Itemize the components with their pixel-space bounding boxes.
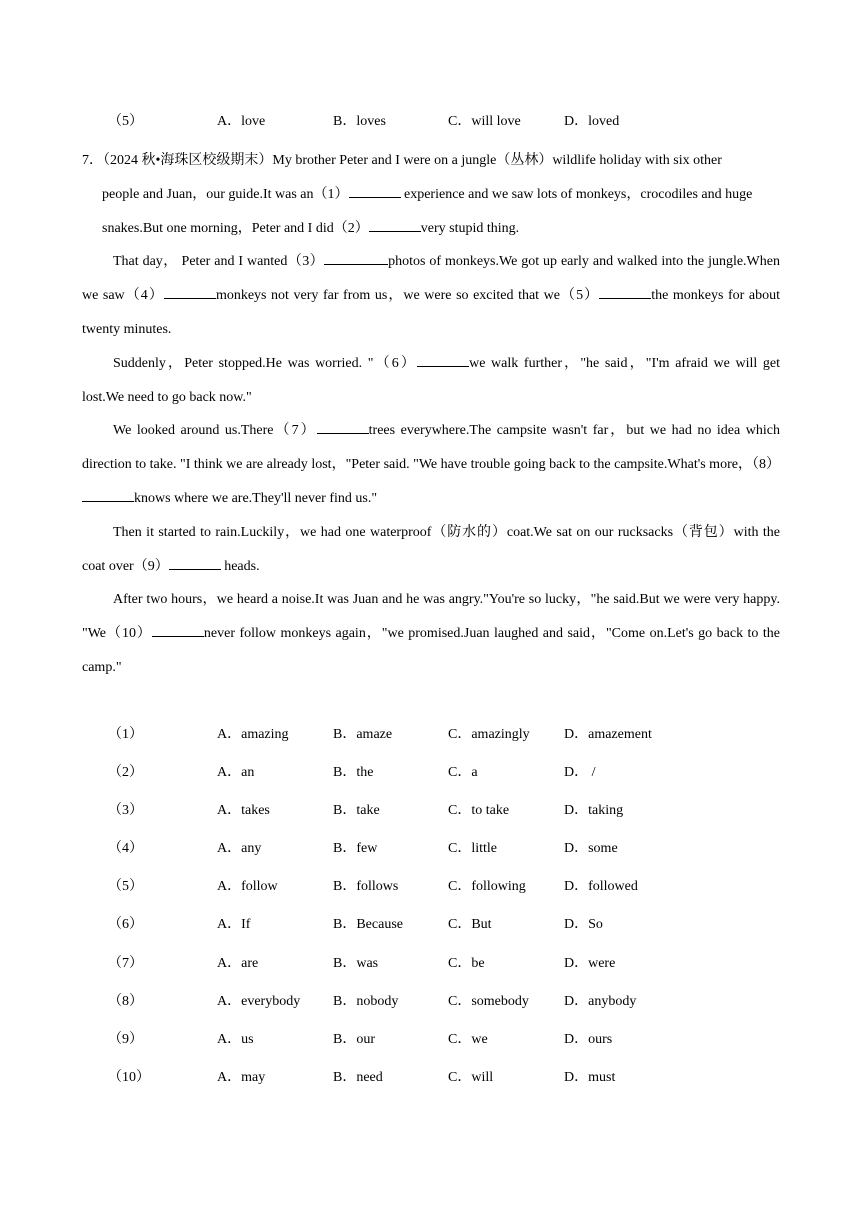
option-c: C．But bbox=[448, 917, 492, 932]
option-row bbox=[108, 1068, 808, 1088]
option-d: D．amazement bbox=[564, 727, 652, 742]
option-number: （9） bbox=[108, 1032, 143, 1047]
option-d: D．followed bbox=[564, 879, 638, 894]
question-passage bbox=[82, 144, 780, 685]
option-number: （5） bbox=[108, 879, 143, 894]
blank-1 bbox=[349, 183, 401, 198]
question-intro-continuation: people and Juan，our guide.It was an（1） experience and we saw lots of monkeys，crocodiles and huge snakes.But one morning，Peter and I did（2） very stupid thing. bbox=[82, 178, 780, 246]
option-c: C．little bbox=[448, 841, 497, 856]
option-number: （2） bbox=[108, 765, 143, 780]
paragraph-6: After two hours，we heard a noise.It was Juan and he was angry."You're so lucky，"he said.But we were very happy. "We（10） never follow monkeys again，"we promised.Juan laughed and said，"Come on.Let's go back to the camp." bbox=[82, 592, 780, 675]
option-row bbox=[108, 1030, 808, 1050]
option-d: D． / bbox=[564, 765, 596, 780]
paragraph-5: Then it started to rain.Luckily，we had one waterproof（防水的）coat.We sat on our rucksacks（背包）with the coat over（9） heads. bbox=[82, 524, 780, 574]
option-row bbox=[108, 954, 808, 974]
option-d: D．ours bbox=[564, 1032, 613, 1047]
prev-question-options bbox=[108, 112, 808, 132]
option-b: B．need bbox=[333, 1070, 383, 1085]
option-number: （5） bbox=[108, 114, 143, 129]
option-a: A．love bbox=[217, 114, 266, 129]
option-number: （8） bbox=[108, 994, 143, 1009]
option-d: D．taking bbox=[564, 803, 624, 818]
option-b: B．amaze bbox=[333, 727, 393, 742]
option-b: B．nobody bbox=[333, 994, 399, 1009]
option-a: A．takes bbox=[217, 803, 270, 818]
option-b: B．loves bbox=[333, 114, 386, 129]
blank-10 bbox=[152, 622, 204, 637]
option-b: B．Because bbox=[333, 917, 403, 932]
option-row bbox=[108, 992, 808, 1012]
option-a: A．everybody bbox=[217, 994, 301, 1009]
option-b: B．our bbox=[333, 1032, 375, 1047]
blank-4 bbox=[164, 284, 216, 299]
paragraph-2: That day， Peter and I wanted（3） photos of monkeys.We got up early and walked into the jungle.When we saw（4） monkeys not very far from us，we were so excited that we（5） the monkeys for about twenty minutes. bbox=[82, 245, 780, 346]
option-row bbox=[108, 801, 808, 821]
option-a: A．If bbox=[217, 917, 251, 932]
option-c: C．be bbox=[448, 956, 485, 971]
blank-9 bbox=[169, 555, 221, 570]
option-number: （3） bbox=[108, 803, 143, 818]
option-row bbox=[108, 915, 808, 935]
option-a: A．an bbox=[217, 765, 255, 780]
option-b: B．was bbox=[333, 956, 379, 971]
option-a: A．may bbox=[217, 1070, 266, 1085]
option-c: C．amazingly bbox=[448, 727, 530, 742]
paragraph-4: We looked around us.There（7） trees everywhere.The campsite wasn't far，but we had no idea which direction to take. "I think we are already lost，"Peter said. "We have trouble going back to the campsite.What's more，（8）knows where we are.They'll never find us." bbox=[82, 414, 780, 515]
option-c: C．we bbox=[448, 1032, 488, 1047]
option-d: D．some bbox=[564, 841, 618, 856]
question-header: 7．（2024 秋•海珠区校级期末）My brother Peter and I were on a jungle（丛林）wildlife holiday with six other bbox=[82, 153, 722, 168]
option-number: （1） bbox=[108, 727, 143, 742]
blank-5 bbox=[599, 284, 651, 299]
option-a: A．amazing bbox=[217, 727, 289, 742]
option-number: （7） bbox=[108, 956, 143, 971]
option-row bbox=[108, 839, 808, 859]
option-b: B．the bbox=[333, 765, 374, 780]
blank-3 bbox=[324, 250, 388, 265]
option-row bbox=[108, 877, 808, 897]
option-d: D．were bbox=[564, 956, 616, 971]
option-d: D．So bbox=[564, 917, 603, 932]
blank-7 bbox=[317, 419, 369, 434]
option-row bbox=[108, 725, 808, 745]
option-a: A．are bbox=[217, 956, 259, 971]
option-b: B．follows bbox=[333, 879, 399, 894]
blank-8 bbox=[82, 487, 134, 502]
option-number: （6） bbox=[108, 917, 143, 932]
option-b: B．few bbox=[333, 841, 378, 856]
option-c: C．following bbox=[448, 879, 526, 894]
option-c: C．somebody bbox=[448, 994, 529, 1009]
option-a: A．us bbox=[217, 1032, 254, 1047]
option-b: B．take bbox=[333, 803, 380, 818]
option-d: D．loved bbox=[564, 114, 620, 129]
option-c: C．a bbox=[448, 765, 478, 780]
option-d: D．anybody bbox=[564, 994, 637, 1009]
blank-6 bbox=[417, 352, 469, 367]
paragraph-3: Suddenly，Peter stopped.He was worried. "（6） we walk further，"he said，"I'm afraid we will get lost.We need to go back now." bbox=[82, 347, 780, 415]
option-c: C．will love bbox=[448, 114, 521, 129]
option-c: C．to take bbox=[448, 803, 510, 818]
option-a: A．follow bbox=[217, 879, 278, 894]
option-d: D．must bbox=[564, 1070, 616, 1085]
option-number: （4） bbox=[108, 841, 143, 856]
option-number: （10） bbox=[108, 1070, 150, 1085]
option-row bbox=[108, 763, 808, 783]
option-c: C．will bbox=[448, 1070, 494, 1085]
option-a: A．any bbox=[217, 841, 262, 856]
blank-2 bbox=[369, 217, 421, 232]
